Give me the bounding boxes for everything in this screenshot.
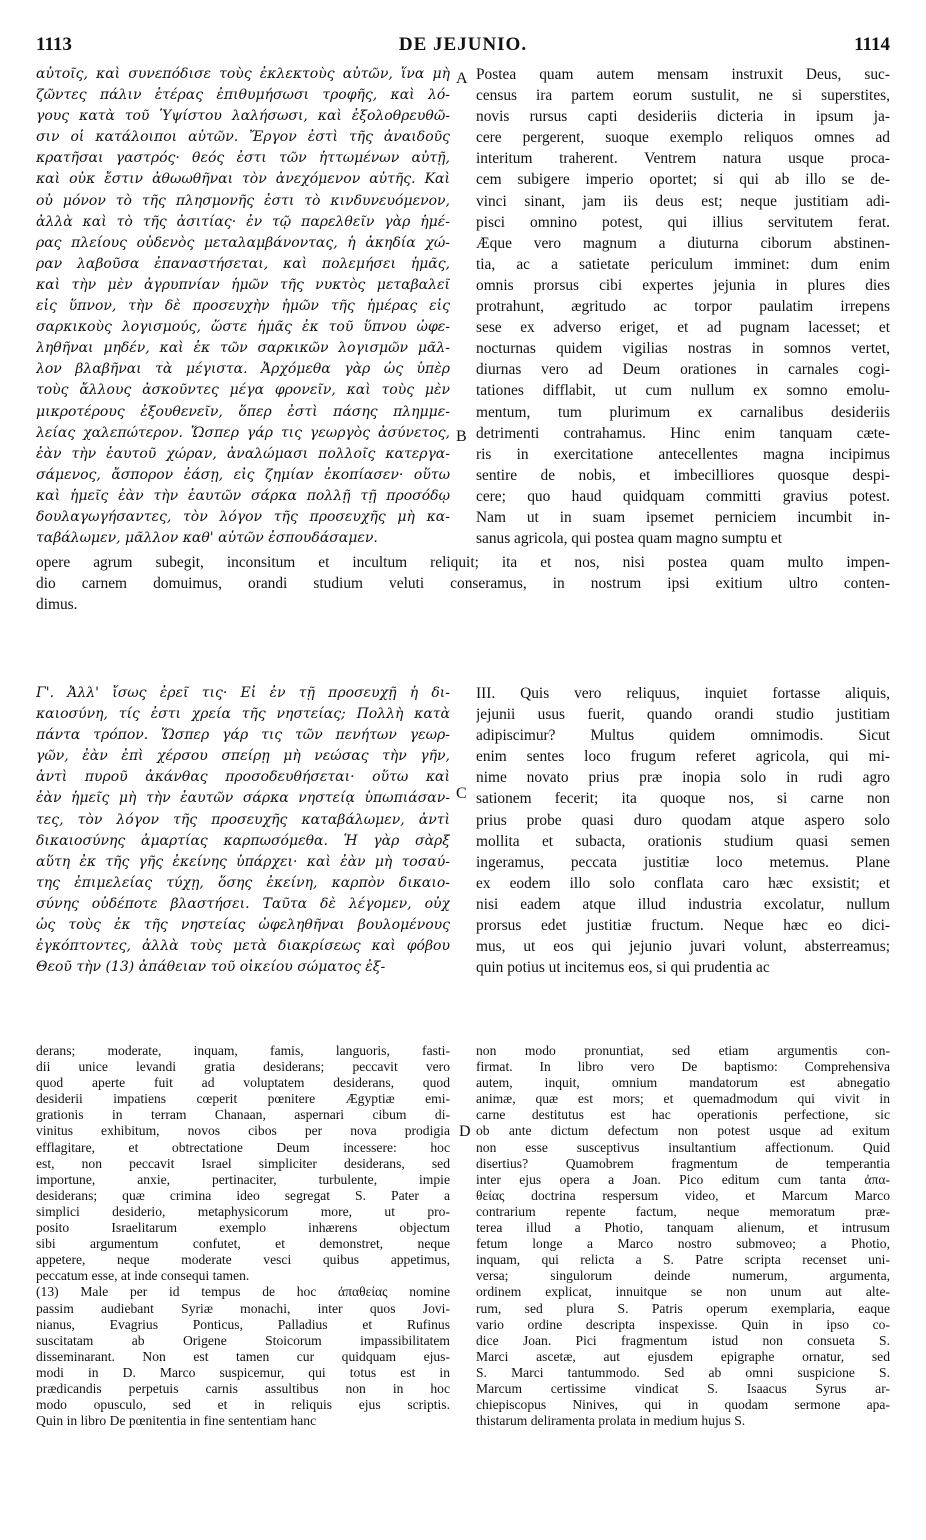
latin-top-line: Postea quam autem mensam instruxit Deus, suc-: [476, 66, 890, 83]
footnote-left-line: posito Israelitarum exemplo inhærens objectum: [36, 1220, 450, 1236]
footnote-left-line: disseminarant. Non est tamen cur quidquam ejus-: [36, 1348, 450, 1364]
full-width-latin-continuation: [36, 552, 890, 615]
latin-middle-line: sationem fecerit; ita quoque nos, si carne non: [476, 790, 890, 808]
greek-middle-line: γῶν, ἐὰν ἐπὶ χέρσου σπείρῃ μὴ νεώσας τὴν γῆν,: [36, 748, 450, 765]
latin-middle-line: quin potius ut incitemus eos, si qui prudentia ac: [476, 959, 770, 977]
footnote-right-line: terea illud a Photio, tanquam alienum, et intrusum: [476, 1220, 890, 1236]
latin-middle-line: mollita et subacta, orationis studium quasi semen: [476, 832, 890, 850]
footnote-right-line: non modo pronuntiat, sed etiam argumentis con-: [476, 1043, 890, 1058]
full-width-line: dio carnem domuimus, orandi studium veluti conseramus, in nostrum ipsi exitium ultro conten-: [36, 575, 890, 592]
greek-middle-line: πάντα τρόπον. Ὥσπερ γάρ τις τῶν πενήτων γεωρ-: [36, 727, 450, 744]
latin-top-line: protrahunt, ægritudo ac torpor paulatim irrepens: [476, 298, 890, 316]
greek-middle-line: ὡς τοὺς ἐκ τῆς νηστείας ὠφεληθῆναι βουλομένους: [36, 917, 450, 934]
footnote-right-line: non esse susceptivus insultantium affectionum. Quid: [476, 1139, 890, 1155]
greek-middle-line: σύνης οὐδέποτε βλαστήσει. Ταῦτα δὲ λέγομεν, οὐχ: [36, 895, 450, 912]
footnote-right-line: rum, sed plura S. Patris operum exemplaria, eaque: [476, 1300, 890, 1316]
footnote-right-line: vario ordine descripta inspexisse. Quin in ipso co-: [476, 1316, 890, 1332]
footnote-right-line: Marcum certissime vindicat S. Isaacus Syrus ar-: [476, 1380, 890, 1396]
greek-top-line: γους κατὰ τοῦ Ὑψίστου λαλήσωσι, καὶ ἐξολοθρευθῶ-: [36, 108, 450, 125]
footnote-left-line: desiderans; quæ crimina ideo segregat S. Pater a: [36, 1187, 450, 1203]
margin-marker-c: C: [456, 785, 467, 802]
footnote-right-line: dice Joan. Pici fragmentum istud non consueta S.: [476, 1332, 890, 1348]
latin-top-line: detrimenti contrahamus. Hinc enim tanquam cæte-: [476, 424, 890, 442]
footnote-left-line: suscitatam ab Origene Stoicorum impassibilitatem: [36, 1332, 450, 1348]
full-width-line: opere agrum subegit, inconsitum et incultum reliquit; ita et nos, nisi postea quam multo impen-: [36, 554, 890, 571]
margin-marker-b: B: [456, 428, 467, 445]
footnote-left-line: est, non peccavit Israel simpliciter desiderans, sed: [36, 1155, 450, 1171]
left-page-number: 1113: [36, 34, 72, 55]
greek-top-line: κρατῆσαι γαστρός· θεός ἐστι τῶν ἡττωμένων αὐτῇ,: [36, 150, 450, 167]
latin-top-line: nocturnas quidem vigilias nostras in somnos vertet,: [476, 340, 890, 358]
footnote-right-line: animæ, quæ est mors; et quemadmodum qui vivit in: [476, 1091, 890, 1107]
greek-top-line: οὐ μόνον τὸ τῆς πλησμονῆς ἐστι τὸ κινδυνευόμενον,: [36, 192, 450, 209]
footnote-left-line: modo opusculo, sed et in reliquis ejus scriptis.: [36, 1397, 450, 1413]
latin-middle-line: jejunii usus fuerit, quando orandi studio justitiam: [476, 706, 890, 724]
greek-top-line: σιν οἱ κατάλοιποι αὐτῶν. Ἔργον ἐστὶ τῆς ἀναιδοῦς: [36, 129, 450, 146]
greek-middle-line: Γ'. Ἀλλ' ἴσως ἐρεῖ τις· Εἰ ἐν τῇ προσευχῇ ἡ δι-: [36, 685, 450, 701]
latin-top-line: cere; quo haud quidquam committi gravius potest.: [476, 487, 890, 505]
greek-top-line: σάμενος, ἄσπορον ἐάσῃ, εἰς ζημίαν ἐκοπίασεν· οὕτω: [36, 466, 450, 483]
greek-top-line: εἰς ὕπνον, τὴν δὲ προσευχὴν ἡμῶν τῆς ἡμέρας εἰς: [36, 298, 450, 315]
latin-top-line: diurnas vero ad Deum orationes in carnales cogi-: [476, 361, 890, 379]
latin-top-line: tationes difflabit, ut cum nullum ex somno emolu-: [476, 382, 890, 400]
greek-column-top: [36, 64, 450, 549]
footnote-right-line: versa; singulorum deinde numerum, argumenta,: [476, 1268, 890, 1284]
latin-top-line: census ira partem eorum sustulit, ne si superstites,: [476, 87, 890, 105]
greek-top-line: αὐτοῖς, καὶ συνεπόδισε τοὺς ἐκλεκτοὺς αὐτῶν, ἵνα μὴ: [36, 66, 450, 82]
greek-top-line: ληθῆναι μηδέν, καὶ ἐκ τῶν σαρκικῶν λογισμῶν μᾶλ-: [36, 340, 450, 357]
footnote-right-line: ob ante dictum defectum non potest usque ad exitum: [476, 1123, 890, 1139]
greek-top-line: δουλαγωγήσαντες, τὸν λόγον τῆς προσευχῆς μὴ κα-: [36, 508, 450, 525]
footnote-left-line: dii unice levandi gratia desiderans; peccavit vero: [36, 1059, 450, 1075]
footnote-left-line: Quin in libro De pœnitentia in fine sententiam hanc: [36, 1413, 317, 1429]
greek-middle-line: ἀντὶ πυροῦ ἀκάνθας προσοδευθήσεται· οὕτω καὶ: [36, 769, 450, 786]
latin-top-line: novis rursus capti desideriis dicteria in ipsum ja-: [476, 108, 890, 126]
latin-top-line: sanus agricola, qui postea quam magno sumptu et: [476, 530, 783, 548]
greek-middle-line: δικαιοσύνης ἁμαρτίας καρπωσόμεθα. Ἡ γὰρ σὰρξ: [36, 832, 450, 849]
footnote-left-line: peccatum esse, at inde consequi tamen.: [36, 1268, 250, 1284]
footnote-left-line: prædicandis perpetuis carnis assultibus non in hoc: [36, 1380, 450, 1396]
latin-column-middle: [476, 683, 890, 978]
greek-middle-line: τες, τὸν λόγον τῆς προσευχῆς καταβάλωμεν, ἀντὶ: [36, 811, 450, 828]
latin-top-line: tia, ac a satietate periculum imminet: dum enim: [476, 255, 890, 273]
latin-middle-line: mus, ut eos qui jejunio juvari volunt, absterreamus;: [476, 938, 890, 956]
footnote-right-line: Marci ascetæ, aut ejusdem epigraphe ornatur, sed: [476, 1348, 890, 1364]
footnote-right-line: carne destitutus est hac operationis perfectione, sic: [476, 1107, 890, 1123]
greek-top-line: λον βλαβῆναι τὰ μέγιστα. Ἀρχόμεθα γὰρ ὡς ὑπὲρ: [36, 361, 450, 378]
footnote-right-line: contrarium repente factum, neque memoratum præ-: [476, 1203, 890, 1219]
footnote-right-line: S. Marci tantummodo. Sed ab omni suspicione S.: [476, 1364, 890, 1380]
greek-top-line: ζῶντες πάλιν ἑτέρας ἐπιθυμήσωσι τροφῆς, καὶ λό-: [36, 87, 450, 104]
greek-middle-line: αὕτη ἐκ τῆς γῆς ἐκείνης ὑπάρχει· καὶ ἐὰν μὴ τοσαύ-: [36, 853, 450, 870]
footnote-left-line: importune, anxie, pertinaciter, turbulente, impie: [36, 1171, 450, 1187]
footnote-left-line: derans; moderate, inquam, famis, languoris, fasti-: [36, 1043, 450, 1058]
latin-top-line: Nam ut in suam ipsemet perniciem incumbit in-: [476, 508, 890, 526]
footnote-left-line: sibi argumentum confutet, et demonstret, neque: [36, 1236, 450, 1252]
latin-top-line: cere pergerent, suoque exemplo reliquos omnes ad: [476, 129, 890, 147]
latin-top-line: mentum, tum plurimum ex carnalibus desideriis: [476, 403, 890, 421]
greek-middle-line: ἐγκόπτοντες, ἀλλὰ τοὺς μετὰ διακρίσεως καὶ φόβου: [36, 938, 450, 955]
right-page-number: 1114: [854, 34, 890, 55]
greek-top-line: καὶ οὐκ ἔστιν ἀθωωθῆναι τὸν ἀνεχόμενον αὐτῆς. Καὶ: [36, 171, 450, 188]
greek-top-line: ρας πλείους οὐδενὸς μεταλαμβάνοντας, ἡ ἀκηδία χώ-: [36, 234, 450, 251]
page-header: [36, 34, 890, 58]
greek-top-line: καὶ ἡμεῖς ἐὰν τὴν ἑαυτῶν σάρκα πολλῇ τῇ προσόδῳ: [36, 487, 450, 504]
latin-middle-line: prius probe quasi duro quodam atque aspero solo: [476, 811, 890, 829]
running-title: DE JEJUNIO.: [398, 34, 528, 55]
latin-top-line: interitum traherent. Ventrem natura usque proca-: [476, 150, 890, 168]
footnote-right-line: inquam, qui relicta a S. Patre scripta recenset uni-: [476, 1252, 890, 1268]
footnote-left-line: quod aperte fuit ad voluptatem desiderans, quod: [36, 1075, 450, 1091]
latin-column-top: [476, 64, 890, 549]
footnote-left-line: nianus, Evagrius Ponticus, Palladius et Rufinus: [36, 1316, 450, 1332]
footnote-right-line: disertius? Quamobrem fragmentum de temperantia: [476, 1155, 890, 1171]
greek-top-line: ραν λαβοῦσα ἐπαναστήσεται, καὶ πολεμήσει ἡμᾶς,: [36, 255, 450, 272]
footnote-right-line: fetum longe a Marco nostro submoveo; a Photio,: [476, 1236, 890, 1252]
footnote-left-line: efflagitare, et obtrectatione Deum incessere: hoc: [36, 1139, 450, 1155]
latin-top-line: cem subigere imperio oportet; si qui ab illo se de-: [476, 171, 890, 189]
footnote-left-line: (13) Male per id tempus de hoc ἀπαθείας nomine: [36, 1284, 450, 1300]
latin-middle-line: prorsus edet justitiæ fructum. Neque hæc eo dici-: [476, 917, 890, 935]
latin-top-line: omnis prorsus cibi expertes jejunia in plures dies: [476, 276, 890, 294]
greek-column-middle: [36, 683, 450, 978]
latin-middle-line: enim sentes loco frugum referet agricola, qui mi-: [476, 748, 890, 766]
footnote-right-line: chiepiscopus Ninives, qui in quodam sermone apa-: [476, 1397, 890, 1413]
margin-marker-a: A: [456, 70, 468, 87]
greek-middle-line: της ἐπιμελείας τύχῃ, ὅσης ἐκείνη, καρπὸν δικαιο-: [36, 874, 450, 891]
greek-top-line: καὶ τὴν μὲν ἀγρυπνίαν ἡμῶν τῆς νυκτὸς μεταβαλεῖ: [36, 276, 450, 293]
latin-top-line: ris in exercitatione antecellentes magna incipimus: [476, 445, 890, 463]
footnote-right-line: θείας doctrina respersum video, et Marcum Marco: [476, 1187, 890, 1203]
latin-top-line: pisci omnino potest, qui illius servitutem ferat.: [476, 213, 890, 231]
footnote-right-line: thistarum deliramenta prolata in medium hujus S.: [476, 1413, 746, 1429]
latin-top-line: vinci sinant, jam iis deus est; neque justitiam adi-: [476, 192, 890, 210]
greek-top-line: ταβάλωμεν, μᾶλλον καθ' αὐτῶν ἐσπουδάσαμεν.: [36, 530, 378, 547]
footnote-right-line: ordinem explicat, innuitque se non unum aut alte-: [476, 1284, 890, 1300]
footnote-column-right: [476, 1043, 890, 1429]
margin-marker-d: D: [459, 1123, 471, 1140]
greek-top-line: σαρκικοὺς λογισμούς, ὥστε ἡμᾶς ἐκ τοῦ ὕπνου ὠφε-: [36, 319, 450, 336]
full-width-line: dimus.: [36, 596, 78, 613]
latin-middle-line: nisi eadem atque illud industria excolatur, nullum: [476, 895, 890, 913]
greek-middle-line: καιοσύνη, τίς ἐστι χρεία τῆς νηστείας; Πολλὴ κατὰ: [36, 706, 450, 723]
footnote-left-line: passim audiebant Syriæ monachi, inter quos Jovi-: [36, 1300, 450, 1316]
footnote-column-left: [36, 1043, 450, 1429]
greek-top-line: τοὺς ἄλλους ἀσκοῦντες μέγα φρονεῖν, καὶ τοὺς μὲν: [36, 382, 450, 399]
latin-top-line: sentire de nobis, et imbecilliores quosque despi-: [476, 466, 890, 484]
greek-top-line: μικροτέρους ἐξουθενεῖν, ὅπερ ἐστὶ πάσης πλημμε-: [36, 403, 450, 420]
latin-middle-line: nime novato prius præ inopia solo in rudi agro: [476, 769, 890, 787]
latin-top-line: sese ex adverso eriget, et ad pugnam lacesset; et: [476, 319, 890, 337]
latin-top-line: Æque vero magnum a diuturna ciborum abstinen-: [476, 234, 890, 252]
footnote-right-line: inter ejus opera a Joan. Pico editum cum tanta ἀπα-: [476, 1171, 890, 1187]
greek-top-line: ἀλλὰ καὶ τὸ τῆς ἀσιτίας· ἐν τῷ παρελθεῖν γὰρ ἡμέ-: [36, 213, 450, 230]
footnote-right-line: firmat. In libro vero De baptismo: Comprehensiva: [476, 1059, 890, 1075]
footnote-left-line: appetere, neque moderate vesci quibus appetimus,: [36, 1252, 450, 1268]
latin-middle-line: ex eodem illo solo conflata caro hæc exsistit; et: [476, 874, 890, 892]
footnote-left-line: vinitus exhibitum, novos cibos per nova prodigia: [36, 1123, 450, 1139]
greek-middle-line: Θεοῦ τὴν (13) ἀπάθειαν τοῦ οἰκείου σώματος ἐξ-: [36, 959, 386, 976]
footnote-left-line: grationis in terram Chanaan, aspernari cibum di-: [36, 1107, 450, 1123]
footnote-right-line: autem, inquit, omnium mandatorum est abnegatio: [476, 1075, 890, 1091]
greek-top-line: λείας χαλεπώτερον. Ὥσπερ γάρ τις γεωργὸς ἀσύνετος,: [36, 424, 450, 441]
greek-middle-line: ἐὰν ἡμεῖς μὴ τὴν ἑαυτῶν σάρκα νηστείᾳ ὑπωπιάσαν-: [36, 790, 450, 807]
footnote-left-line: simplici desiderio, metaphysicorum more, ut pro-: [36, 1203, 450, 1219]
latin-middle-line: III. Quis vero reliquus, inquiet fortasse aliquis,: [476, 685, 890, 702]
footnote-left-line: modi in D. Marco suspicemur, qui totus est in: [36, 1364, 450, 1380]
latin-middle-line: adipiscimur? Multus quidem omnimodis. Sicut: [476, 727, 890, 745]
latin-middle-line: ingeramus, peccata justitiæ loco metemus. Plane: [476, 853, 890, 871]
footnote-left-line: desiderii impatiens cœperit pœnitere Ægyptiæ emi-: [36, 1091, 450, 1107]
greek-top-line: ἐὰν τὴν ἑαυτοῦ χώραν, ἀναλώμασι πολλοῖς κατεργα-: [36, 445, 450, 462]
